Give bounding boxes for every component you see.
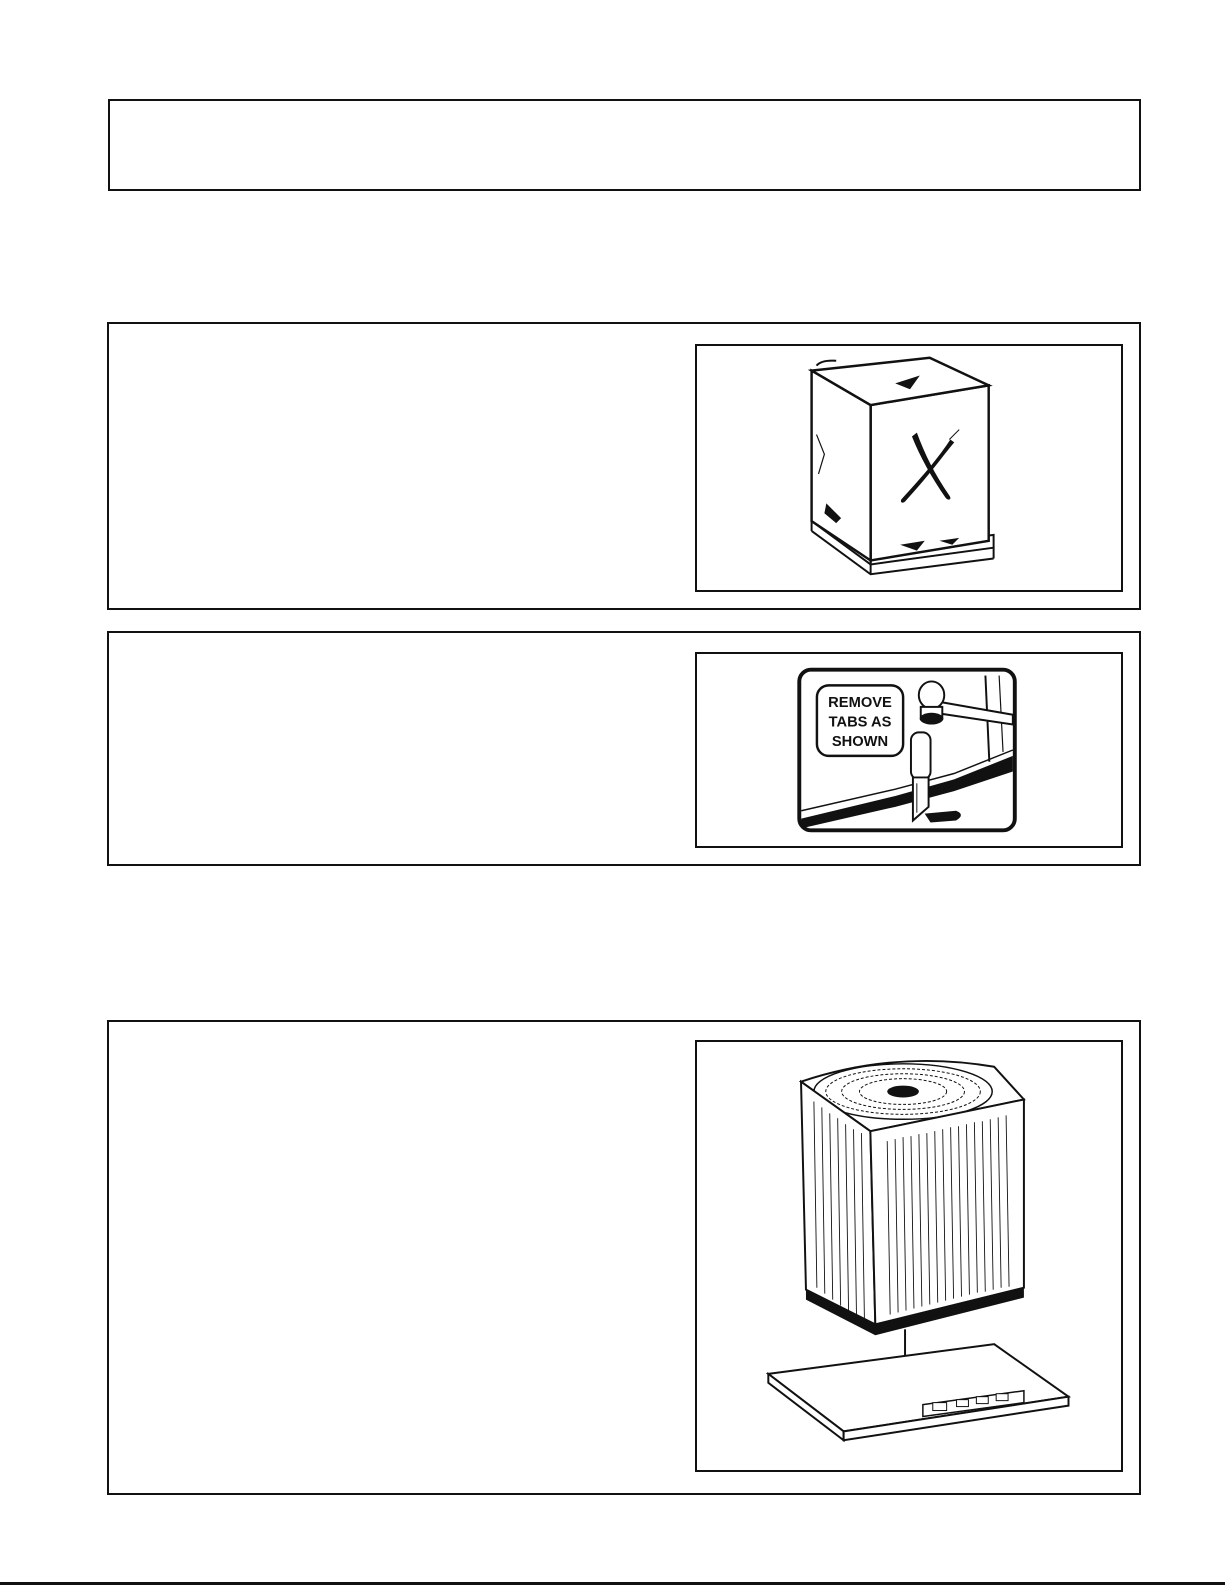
tabs-label-line-1: REMOVE	[828, 694, 892, 711]
condenser-unit-icon	[697, 1042, 1121, 1470]
packaged-unit-icon	[697, 346, 1121, 590]
remove-tabs-icon	[697, 654, 1121, 846]
header-box	[108, 99, 1141, 191]
remove-tabs-figure	[695, 652, 1123, 848]
tabs-label-line-3: SHOWN	[831, 734, 889, 751]
condenser-unit-figure	[695, 1040, 1123, 1472]
tabs-label-line-2: TABS AS	[828, 714, 892, 731]
packaged-unit-figure	[695, 344, 1123, 592]
